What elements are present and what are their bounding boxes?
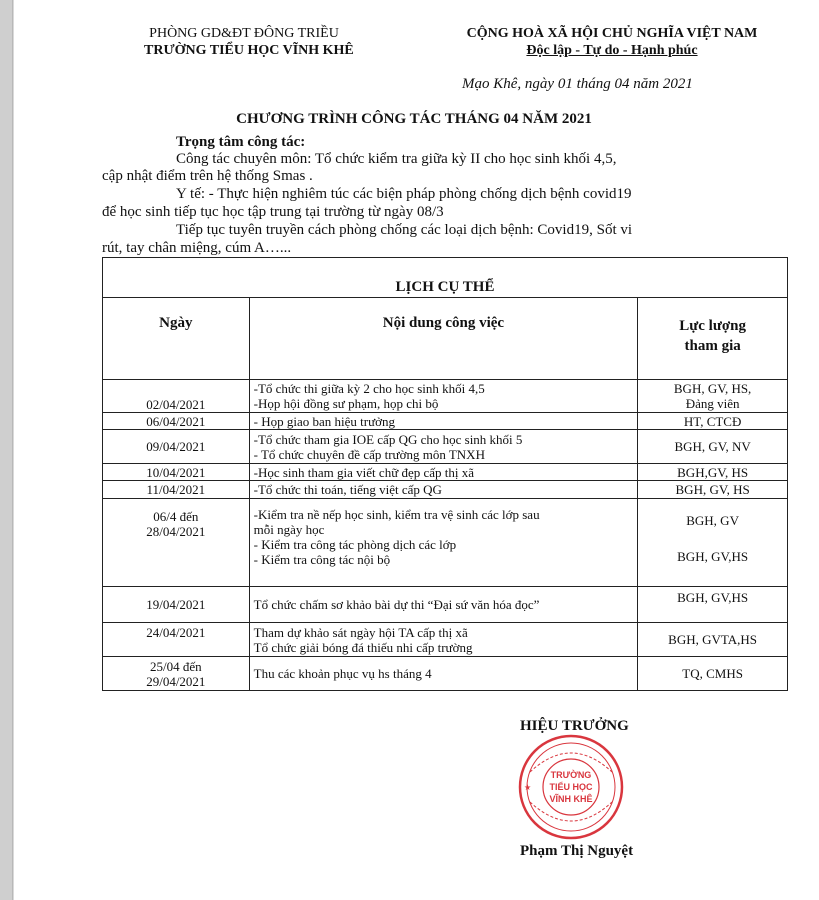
row-date: 19/04/2021: [103, 587, 250, 623]
row-content: [249, 623, 638, 657]
header-force-line1: Lực lượng: [679, 318, 746, 334]
content-line: -Kiểm tra nề nếp học sinh, kiểm tra vệ sinh các lớp sau: [253, 507, 540, 522]
signature-name: Phạm Thị Nguyệt: [520, 843, 634, 859]
content-line: Tổ chức giải bóng đá thiếu nhi cấp trường: [253, 639, 473, 655]
content-line: Tham dự khảo sát ngày hội TA cấp thị xã: [253, 624, 468, 640]
force-line: BGH, GV,HS: [677, 549, 749, 564]
content-line: -Tổ chức tham gia IOE cấp QG cho học sinh khối 5: [253, 431, 523, 447]
schedule-table: [102, 257, 788, 691]
content-line: Tổ chức chấm sơ khảo bài dự thi “Đại sứ văn hóa đọc”: [253, 597, 540, 612]
row-date: [103, 499, 250, 587]
date-line: 06/4 đến: [153, 509, 199, 524]
content-line: - Kiểm tra công tác nội bộ: [253, 552, 391, 567]
table-row: [103, 481, 788, 499]
force-line: BGH,GV, HS: [677, 464, 749, 480]
document-page: [14, 0, 819, 900]
row-force: [638, 481, 788, 499]
content-line: -Tổ chức thi toán, tiếng việt cấp QG: [253, 482, 442, 497]
row-content: [249, 380, 638, 413]
header-republic: CỘNG HOÀ XÃ HỘI CHỦ NGHĨA VIỆT NAM: [466, 26, 758, 41]
stamp-line: TRƯỜNG: [550, 770, 592, 780]
header-date: Ngày: [103, 298, 250, 380]
table-row: [103, 623, 788, 657]
row-date: 24/04/2021: [103, 623, 250, 657]
row-force: [638, 464, 788, 481]
row-content: [249, 657, 638, 691]
content-line: - Kiểm tra công tác phòng dịch các lớp: [253, 537, 457, 552]
content-line: -Tổ chức thi giữa kỳ 2 cho học sinh khối 4,5: [253, 381, 485, 396]
header-force-line2: tham gia: [684, 338, 741, 354]
focus-line-5: Tiếp tục tuyên truyền cách phòng chống các loại dịch bệnh: Covid19, Sốt vi: [176, 222, 633, 238]
vertical-scrollbar[interactable]: [0, 0, 13, 900]
content-line: - Họp giao ban hiệu trưởng: [253, 413, 396, 429]
force-line: HT, CTCĐ: [683, 413, 742, 429]
header-school: TRƯỜNG TIỂU HỌC VĨNH KHÊ: [144, 43, 354, 58]
row-date: 09/04/2021: [103, 430, 250, 464]
date-line: 28/04/2021: [146, 524, 206, 539]
row-date: [103, 657, 250, 691]
force-line: Đảng viên: [685, 396, 740, 411]
row-force: [638, 380, 788, 413]
row-date: 06/04/2021: [103, 413, 250, 430]
focus-line-6: rút, tay chân miệng, cúm A…...: [102, 240, 292, 256]
row-content: [249, 499, 638, 587]
document-title: CHƯƠNG TRÌNH CÔNG TÁC THÁNG 04 NĂM 2021: [236, 111, 592, 127]
focus-heading: Trọng tâm công tác:: [176, 134, 306, 150]
focus-line-1: Công tác chuyên môn: Tổ chức kiểm tra giữa kỳ II cho học sinh khối 4,5,: [176, 151, 617, 167]
signature-role: HIỆU TRƯỞNG: [520, 718, 629, 734]
table-row: [103, 464, 788, 481]
header-content: Nội dung công việc: [249, 298, 638, 380]
force-line: BGH, GV, HS,: [673, 381, 752, 396]
row-force: [638, 499, 788, 587]
row-force: [638, 587, 788, 623]
force-line: BGH, GV: [686, 513, 739, 528]
focus-line-3: Y tế: - Thực hiện nghiêm túc các biện pháp phòng chống dịch bệnh covid19: [176, 186, 632, 202]
force-line: BGH, GV,HS: [677, 590, 749, 605]
row-content: [249, 430, 638, 464]
focus-line-2: cập nhật điểm trên hệ thống Smas .: [102, 168, 313, 184]
table-row: [103, 499, 788, 587]
content-line: -Học sinh tham gia viết chữ đẹp cấp thị xã: [253, 464, 475, 480]
row-force: [638, 623, 788, 657]
date-line: 29/04/2021: [146, 673, 206, 689]
row-content: [249, 464, 638, 481]
row-force: [638, 657, 788, 691]
table-row: [103, 657, 788, 691]
focus-line-4: để học sinh tiếp tục học tập trung tại trường từ ngày 08/3: [102, 204, 444, 220]
row-content: [249, 587, 638, 623]
schedule-caption: LỊCH CỤ THỂ: [103, 258, 788, 298]
row-force: [638, 430, 788, 464]
row-content: [249, 481, 638, 499]
stamp-line: VĨNH KHÊ: [549, 794, 593, 804]
content-line: - Tổ chức chuyên đề cấp trường môn TNXH: [253, 446, 485, 462]
stamp-line: TIỂU HỌC: [549, 782, 593, 792]
date-line: 25/04 đến: [150, 658, 202, 674]
row-date: 11/04/2021: [103, 481, 250, 499]
force-line: BGH, GVTA,HS: [668, 632, 758, 647]
table-row: [103, 430, 788, 464]
table-row: [103, 380, 788, 413]
content-line: Thu các khoản phục vụ hs tháng 4: [253, 666, 432, 681]
content-line: mỗi ngày học: [253, 522, 325, 537]
row-date: 10/04/2021: [103, 464, 250, 481]
table-row: [103, 587, 788, 623]
header-motto: Độc lập - Tự do - Hạnh phúc: [526, 43, 698, 58]
date-line: Mạo Khê, ngày 01 tháng 04 năm 2021: [462, 76, 693, 92]
force-line: BGH, GV, HS: [675, 482, 750, 497]
table-row: [103, 413, 788, 430]
content-line: -Họp hội đồng sư phạm, họp chi bộ: [253, 396, 439, 411]
row-content: [249, 413, 638, 430]
svg-text:★: ★: [524, 783, 532, 792]
school-stamp: [516, 732, 626, 842]
force-line: BGH, GV, NV: [674, 439, 751, 454]
force-line: TQ, CMHS: [682, 666, 743, 681]
row-force: [638, 413, 788, 430]
header-force: [638, 298, 788, 380]
header-department: PHÒNG GD&ĐT ĐÔNG TRIỀU: [149, 26, 339, 41]
row-date: 02/04/2021: [103, 380, 250, 413]
